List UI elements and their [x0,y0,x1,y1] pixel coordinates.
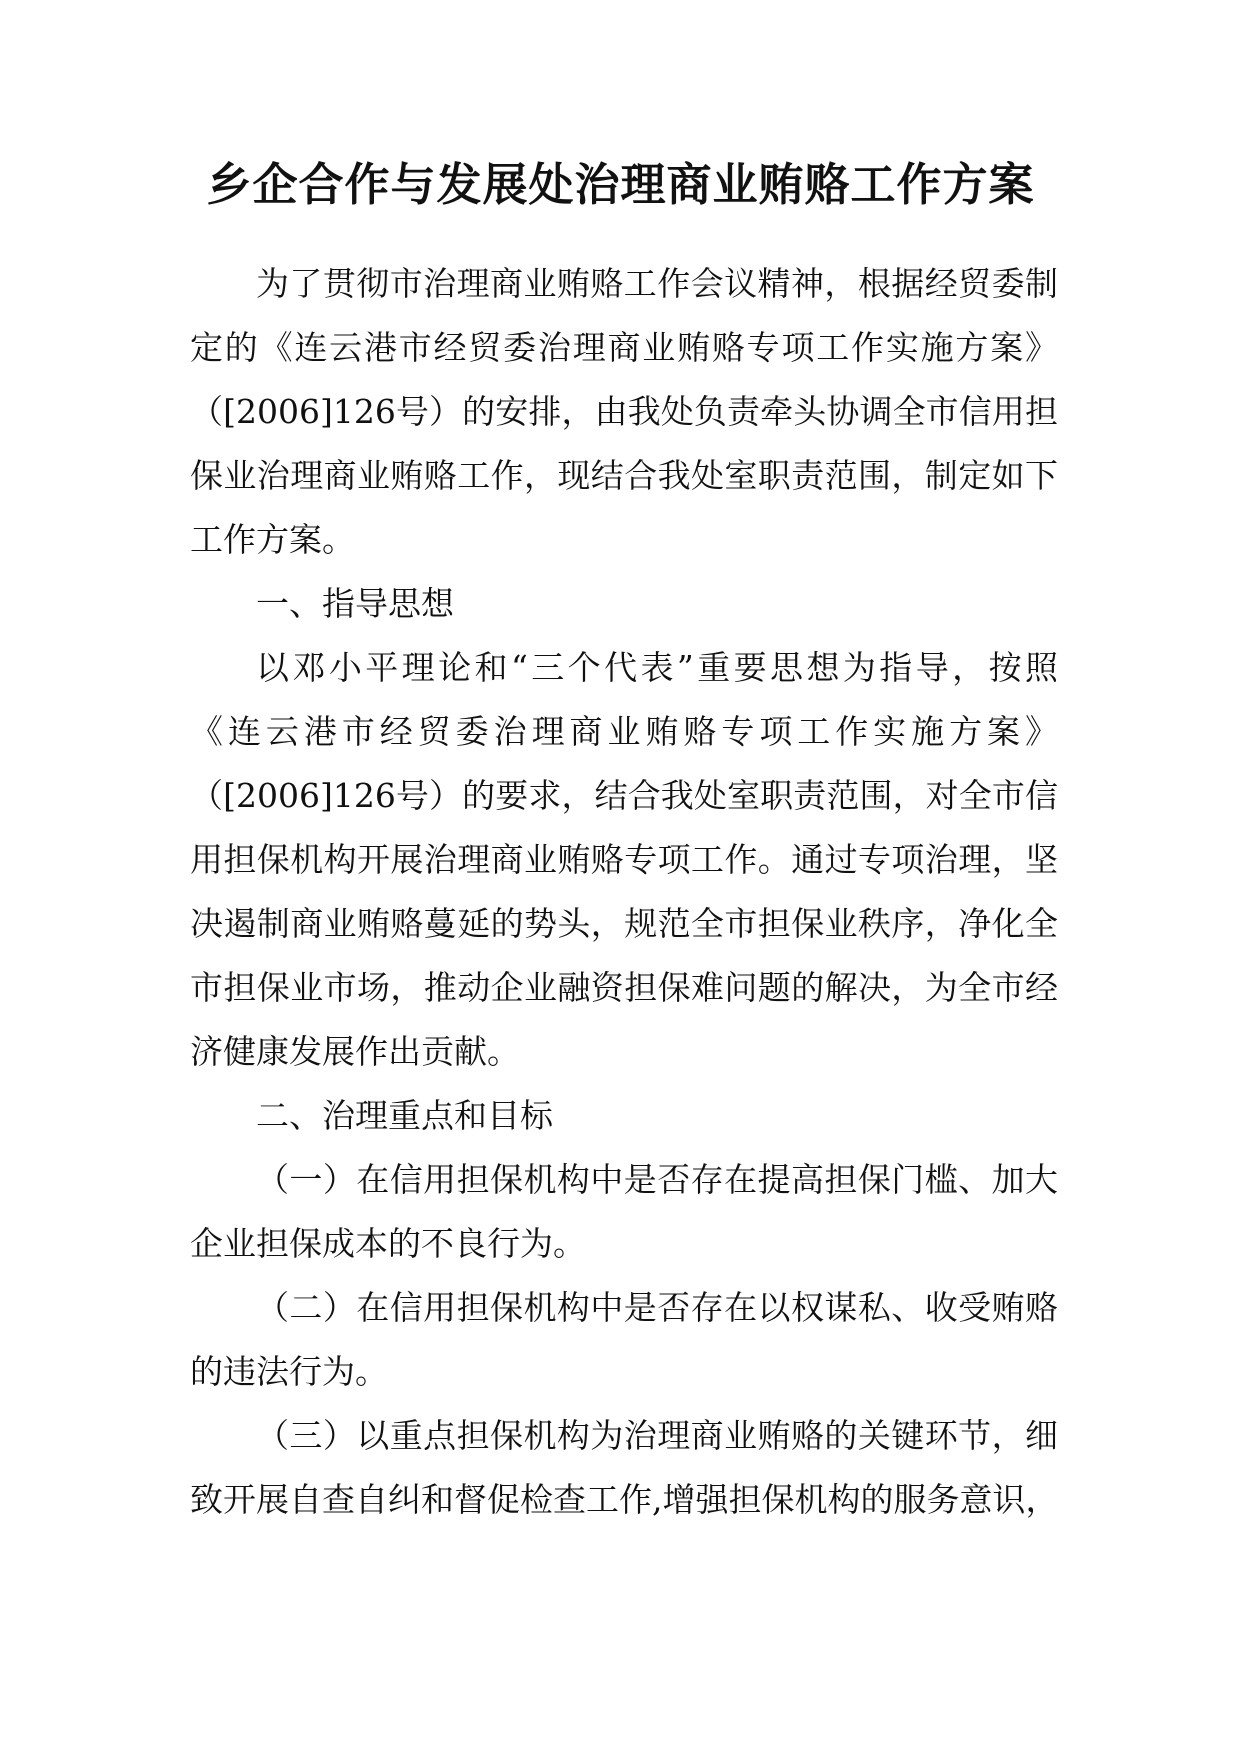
document-title: 乡企合作与发展处治理商业贿赂工作方案 [206,158,1035,211]
paragraph-line: 为了贯彻市治理商业贿赂工作会议精神，根据经贸委制 [256,264,1058,303]
paragraph-line: 以邓小平理论和“三个代表”重要思想为指导，按照 [256,648,1058,687]
paragraph-line: 致开展自查自纠和督促检查工作,增强担保机构的服务意识， [190,1480,1058,1519]
section-heading: 一、指导思想 [256,584,454,623]
paragraph-line: 市担保业市场，推动企业融资担保难问题的解决，为全市经 [190,968,1058,1007]
paragraph-line: （[2006]126号）的安排，由我处负责牵头协调全市信用担 [190,392,1058,431]
paragraph-line: 《连云港市经贸委治理商业贿赂专项工作实施方案》 [190,712,1058,751]
paragraph-line: （三）以重点担保机构为治理商业贿赂的关键环节，细 [256,1416,1058,1455]
paragraph-line: 决遏制商业贿赂蔓延的势头，规范全市担保业秩序，净化全 [190,904,1058,943]
paragraph-line: （[2006]126号）的要求，结合我处室职责范围，对全市信 [190,776,1058,815]
paragraph-line: 保业治理商业贿赂工作，现结合我处室职责范围，制定如下 [190,456,1058,495]
section-heading: 二、治理重点和目标 [256,1096,553,1135]
paragraph-line: 工作方案。 [190,520,355,559]
paragraph-line: 用担保机构开展治理商业贿赂专项工作。通过专项治理，坚 [190,840,1058,879]
paragraph-line: 的违法行为。 [190,1352,388,1391]
paragraph-line: 定的《连云港市经贸委治理商业贿赂专项工作实施方案》 [190,328,1058,367]
paragraph-line: 企业担保成本的不良行为。 [190,1224,586,1263]
paragraph-line: 济健康发展作出贡献。 [190,1032,520,1071]
paragraph-line: （一）在信用担保机构中是否存在提高担保门槛、加大 [256,1160,1058,1199]
paragraph-line: （二）在信用担保机构中是否存在以权谋私、收受贿赂 [256,1288,1058,1327]
